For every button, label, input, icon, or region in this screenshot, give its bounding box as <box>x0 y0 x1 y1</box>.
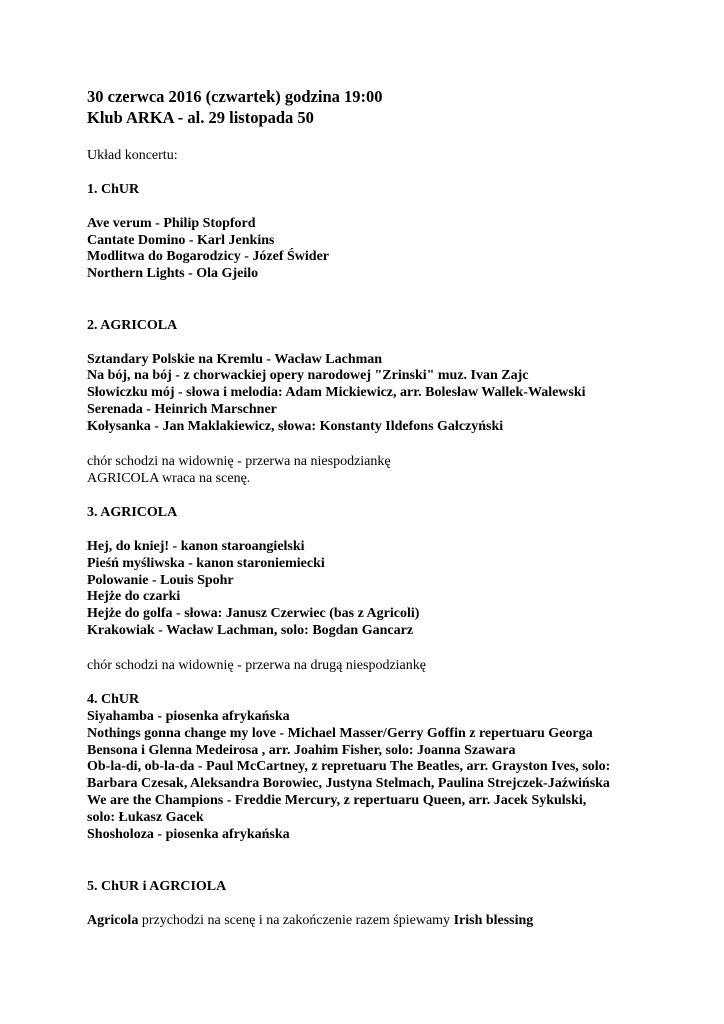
document-page <box>87 86 687 930</box>
section-title: 5. ChUR i AGRCIOLA <box>87 878 227 894</box>
program-item: We are the Champions - Freddie Mercury, z repertuaru Queen, arr. Jacek Sykulski, <box>87 793 587 809</box>
section-2-notes <box>87 453 687 487</box>
finale-text <box>87 912 687 929</box>
program-item: Bensona i Glenna Medeirosa , arr. Joahim Fisher, solo: Joanna Szawara <box>87 742 516 758</box>
program-item: Serenada - Heinrich Marschner <box>87 402 277 418</box>
program-item: Hejże do golfa - słowa: Janusz Czerwiec (bas z Agricoli) <box>87 606 420 622</box>
program-item: Pieśń myśliwska - kanon staroniemiecki <box>87 555 325 571</box>
program-item: Krakowiak - Wacław Lachman, solo: Bogdan Gancarz <box>87 623 414 639</box>
section-title: 3. AGRICOLA <box>87 505 178 521</box>
program-item: Hejże do czarki <box>87 589 181 605</box>
program-note: chór schodzi na widownię - przerwa na niespodziankę <box>87 454 391 470</box>
event-venue: Klub ARKA - al. 29 listopada 50 <box>87 108 314 127</box>
section-title: 1. ChUR <box>87 182 140 198</box>
section-3-program <box>87 539 687 640</box>
program-item: Barbara Czesak, Aleksandra Borowiec, Justyna Stelmach, Paulina Strejczek-Jaźwińska <box>87 776 610 792</box>
section-3-notes <box>87 657 687 674</box>
program-item: Hej, do kniej! - kanon staroangielski <box>87 538 305 554</box>
finale-description: przychodzi na scenę i na zakończenie razem śpiewamy <box>138 913 454 929</box>
program-item: Cantate Domino - Karl Jenkins <box>87 232 275 248</box>
program-item: Na bój, na bój - z chorwackiej opery narodowej "Zrinski" muz. Ivan Zajc <box>87 368 529 384</box>
program-item: solo: Łukasz Gacek <box>87 810 204 826</box>
program-item: Słowiczku mój - słowa i melodia: Adam Mickiewicz, arr. Bolesław Wallek-Walewski <box>87 385 586 401</box>
program-item: Polowanie - Louis Spohr <box>87 572 234 588</box>
program-item: Ave verum - Philip Stopford <box>87 215 256 231</box>
finale-song-title: Irish blessing <box>453 913 534 929</box>
program-item: Shosholoza - piosenka afrykańska <box>87 827 290 843</box>
section-1-program <box>87 216 687 284</box>
program-item: Ob-la-di, ob-la-da - Paul McCartney, z repretuaru The Beatles, arr. Grayston Ives, solo: <box>87 759 611 775</box>
program-item: Nothings gonna change my love - Michael Masser/Gerry Goffin z repertuaru Georga <box>87 725 593 741</box>
section-title: 4. ChUR <box>87 692 140 708</box>
program-item: Kołysanka - Jan Maklakiewicz, słowa: Konstanty Ildefons Gałczyński <box>87 419 504 435</box>
program-item: Modlitwa do Bogarodzicy - Józef Świder <box>87 249 329 265</box>
program-note: chór schodzi na widownię - przerwa na drugą niespodziankę <box>87 658 426 674</box>
section-2-program <box>87 352 687 437</box>
intro-text: Układ koncertu: <box>87 148 178 163</box>
section-4-program <box>87 709 687 844</box>
section-title: 2. AGRICOLA <box>87 318 178 334</box>
program-item: Sztandary Polskie na Kremlu - Wacław Lachman <box>87 351 383 367</box>
event-header <box>87 86 687 128</box>
program-note: AGRICOLA wraca na scenę. <box>87 471 251 487</box>
program-item: Northern Lights - Ola Gjeilo <box>87 266 259 282</box>
program-item: Siyahamba - piosenka afrykańska <box>87 708 290 724</box>
event-date: 30 czerwca 2016 (czwartek) godzina 19:00 <box>87 87 383 106</box>
finale-choir-name: Agricola <box>87 913 139 929</box>
